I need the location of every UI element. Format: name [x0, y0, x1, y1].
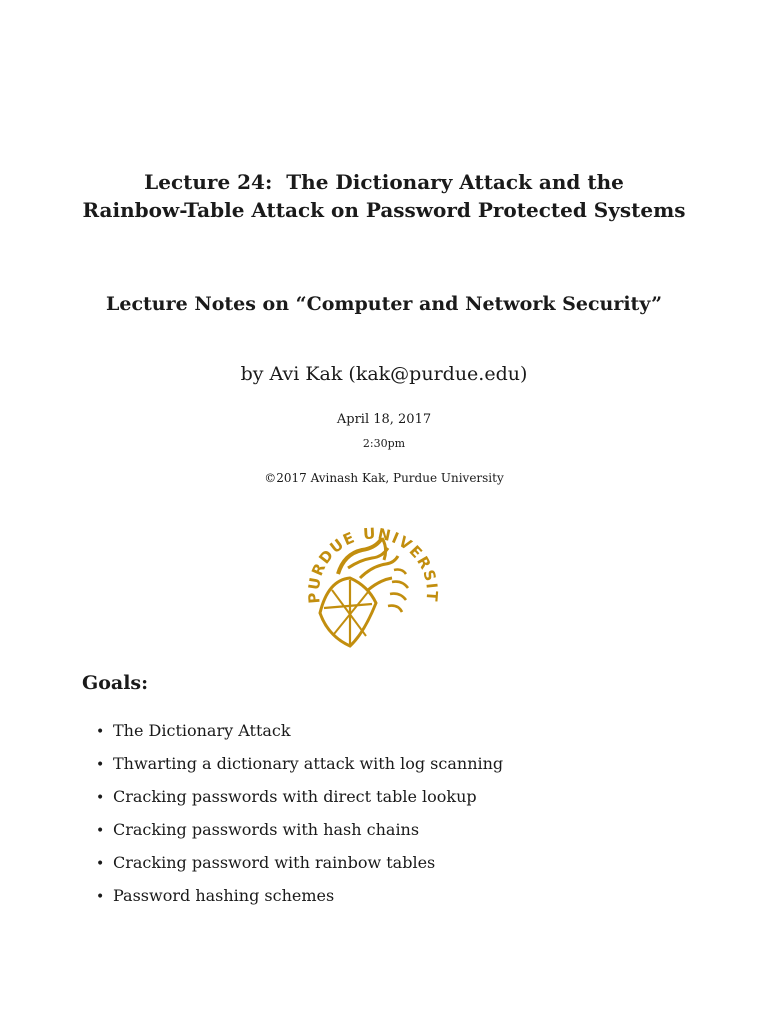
bullet-icon: •	[96, 790, 105, 806]
goal-text: Cracking password with rainbow tables	[113, 853, 436, 872]
goal-text: Password hashing schemes	[113, 886, 335, 905]
list-item	[96, 783, 503, 816]
bullet-icon: •	[96, 724, 105, 740]
title-line-1: Lecture 24: The Dictionary Attack and the	[144, 170, 624, 194]
list-item	[96, 717, 503, 750]
copyright-line: ©2017 Avinash Kak, Purdue University	[264, 471, 504, 485]
document-title	[0, 168, 768, 224]
title-line-2: Rainbow-Table Attack on Password Protected Systems	[82, 198, 686, 222]
time-line: 2:30pm	[362, 437, 406, 450]
bullet-icon: •	[96, 856, 105, 872]
goals-heading: Goals:	[82, 672, 149, 694]
bullet-icon: •	[96, 757, 105, 773]
goal-text: Thwarting a dictionary attack with log scanning	[113, 754, 504, 773]
bullet-icon: •	[96, 823, 105, 839]
purdue-logo-icon	[298, 508, 448, 658]
list-item	[96, 849, 503, 882]
list-item	[96, 882, 503, 915]
goals-list	[96, 717, 503, 915]
list-item	[96, 816, 503, 849]
logo-ring-text: PURDUE UNIVERSIT	[304, 524, 442, 605]
goal-text: The Dictionary Attack	[113, 721, 291, 740]
document-subtitle: Lecture Notes on “Computer and Network Security”	[106, 293, 662, 315]
author-line: by Avi Kak (kak@purdue.edu)	[240, 363, 528, 385]
goal-text: Cracking passwords with hash chains	[113, 820, 420, 839]
list-item	[96, 750, 503, 783]
goal-text: Cracking passwords with direct table lookup	[113, 787, 477, 806]
date-line: April 18, 2017	[336, 412, 432, 427]
bullet-icon: •	[96, 889, 105, 905]
purdue-seal-svg	[298, 508, 448, 658]
